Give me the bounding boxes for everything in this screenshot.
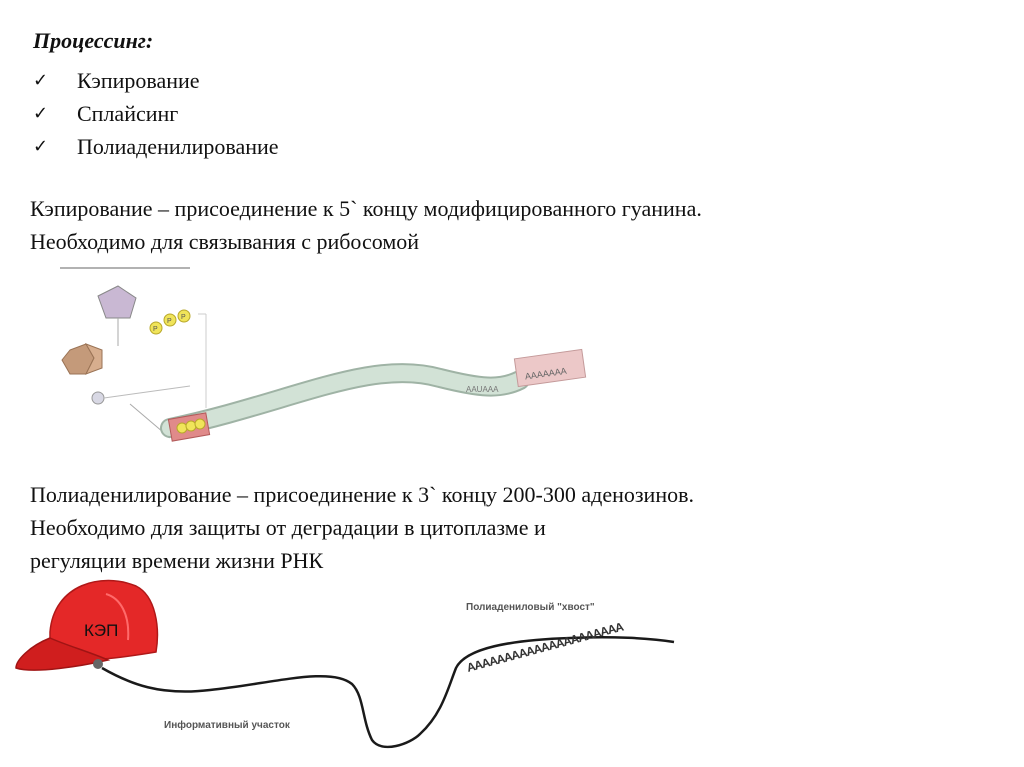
step-label: Кэпирование [77,68,200,93]
polya-tail-letters: AAAAAAAAAAAAAAAAAAAAA [465,619,625,675]
list-item [33,64,279,97]
list-item [33,97,279,130]
slide-heading: Процессинг: [33,28,154,53]
phosphate-label: P [153,326,158,333]
polya-signal-letters: AAUAAA [466,385,499,394]
polyadenylation-paragraph [30,478,694,577]
step-label: Сплайсинг [77,101,179,126]
triphosphate-group [150,310,190,334]
capping-paragraph [30,192,702,258]
capping-purpose: Необходимо для связывания с рибосомой [30,229,420,254]
mrna-strand [170,373,520,428]
phosphate-label: P [167,318,172,325]
processing-steps-list [33,64,279,163]
polyadenylation-definition: Полиаденилирование – присоединение к 3` концу 200-300 аденозинов. [30,482,694,507]
cap-phosphate [195,419,205,429]
polyadenylation-purpose-1: Необходимо для защиты от деградации в цитоплазме и [30,515,546,540]
list-item [33,130,279,163]
methyl-group [92,392,104,404]
polyadenylation-purpose-2: регуляции времени жизни РНК [30,548,324,573]
checkmark-icon: ✓ [33,103,49,124]
checkmark-icon: ✓ [33,136,49,157]
informative-region-label: Информативный участок [164,720,290,731]
cap-phosphate [186,421,196,431]
cap-label: КЭП [84,621,119,640]
checkmark-icon: ✓ [33,70,49,91]
phosphate-label: P [181,314,186,321]
cap-phosphate [177,423,187,433]
polya-tail-letters: AAAAAAA [524,365,568,382]
polya-tail-label: Полиадениловый "хвост" [466,602,595,613]
cap-metaphor-diagram [10,568,710,764]
ribose-ring [98,286,136,318]
bond-line [104,386,190,398]
cap-5-end-dot [93,659,103,669]
step-label: Полиаденилирование [77,134,279,159]
cap-structure-diagram [30,258,610,470]
capping-definition: Кэпирование – присоединение к 5` концу модифицированного гуанина. [30,196,702,221]
